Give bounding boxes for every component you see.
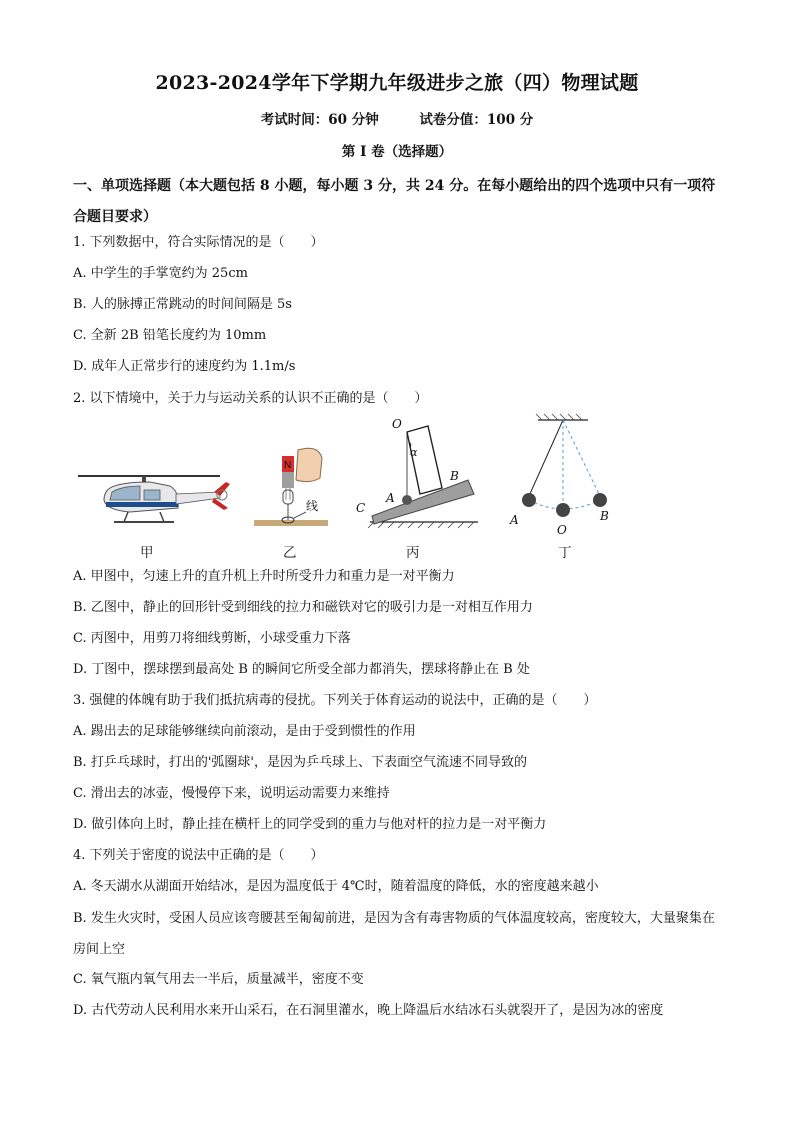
thread-label: 线 [306,499,319,513]
volume-heading: 第 I 卷（选择题） [341,144,453,160]
magnet-n-label: N [284,460,292,471]
incline-c-label: C [356,501,366,515]
helicopter-figure [78,476,230,522]
option: C. 滑出去的冰壶，慢慢停下来，说明运动需要力来维持 [73,786,390,801]
incline-a-label: A [386,491,395,505]
figure-group [70,408,730,564]
figure-caption: 甲 [140,545,154,561]
incline-alpha-label: α [410,446,418,459]
question-stem: 2. 以下情境中，关于力与运动关系的认识不正确的是（ ） [73,391,428,406]
pendulum-o-label: O [557,523,567,537]
section-header: 一、单项选择题（本大题包括 8 小题，每小题 3 分，共 24 分。在每小题给出的四个选项中只有一项符合题目要求） [73,178,716,225]
option: A. 踢出去的足球能够继续向前滚动，是由于受到惯性的作用 [73,724,416,739]
option: A. 甲图中，匀速上升的直升机上升时所受升力和重力是一对平衡力 [73,569,455,584]
option: D. 古代劳动人民利用水来开山采石，在石洞里灌水，晚上降温后水结冰石头就裂开了，是因为冰的密度 [73,1003,664,1018]
pendulum-b-label: B [600,509,609,523]
option: A. 中学生的手掌宽约为 25cm [73,266,248,281]
question-stem: 1. 下列数据中，符合实际情况的是（ ） [73,235,324,250]
option: B. 乙图中，静止的回形针受到细线的拉力和磁铁对它的吸引力是一对相互作用力 [73,600,533,615]
option: D. 丁图中，摆球摆到最高处 B 的瞬间它所受全部力都消失，摆球将静止在 B 处 [73,662,530,677]
exam-time: 考试时间：60 分钟 [260,112,379,128]
option: A. 冬天湖水从湖面开始结冰，是因为温度低于 4℃时，随着温度的降低，水的密度越来越小 [73,879,599,894]
option: C. 全新 2B 铅笔长度约为 10mm [73,328,267,343]
magnet-clip-figure [254,448,328,526]
incline-figure [356,417,478,528]
option: D. 做引体向上时，静止挂在横杆上的同学受到的重力与他对杆的拉力是一对平衡力 [73,817,547,832]
page-title: 2023-2024学年下学期九年级进步之旅（四）物理试题 [155,72,639,94]
option: B. 打乒乓球时，打出的'弧圈球'，是因为乒乓球上、下表面空气流速不同导致的 [73,755,527,770]
option: C. 氧气瓶内氧气用去一半后，质量减半，密度不变 [73,972,364,987]
incline-o-label: O [392,417,402,431]
option: B. 人的脉搏正常跳动的时间间隔是 5s [73,297,292,312]
option: B. 发生火灾时，受困人员应该弯腰甚至匍匐前进，是因为含有毒害物质的气体温度较高，密度较大，大量聚集在房间上空 [73,911,715,957]
pendulum-figure [509,414,609,537]
option: D. 成年人正常步行的速度约为 1.1m/s [73,359,296,374]
question-stem: 4. 下列关于密度的说法中正确的是（ ） [73,848,324,863]
figure-illustrations [70,408,730,564]
option: C. 丙图中，用剪刀将细线剪断，小球受重力下落 [73,631,351,646]
figure-caption: 丙 [406,545,420,561]
figure-caption: 乙 [283,545,297,561]
figure-caption: 丁 [558,545,572,561]
exam-score: 试卷分值：100 分 [419,112,534,128]
incline-b-label: B [450,469,459,483]
question-stem: 3. 强健的体魄有助于我们抵抗病毒的侵扰。下列关于体育运动的说法中，正确的是（ ） [73,693,597,708]
pendulum-a-label: A [510,513,519,527]
exam-info [0,108,794,128]
